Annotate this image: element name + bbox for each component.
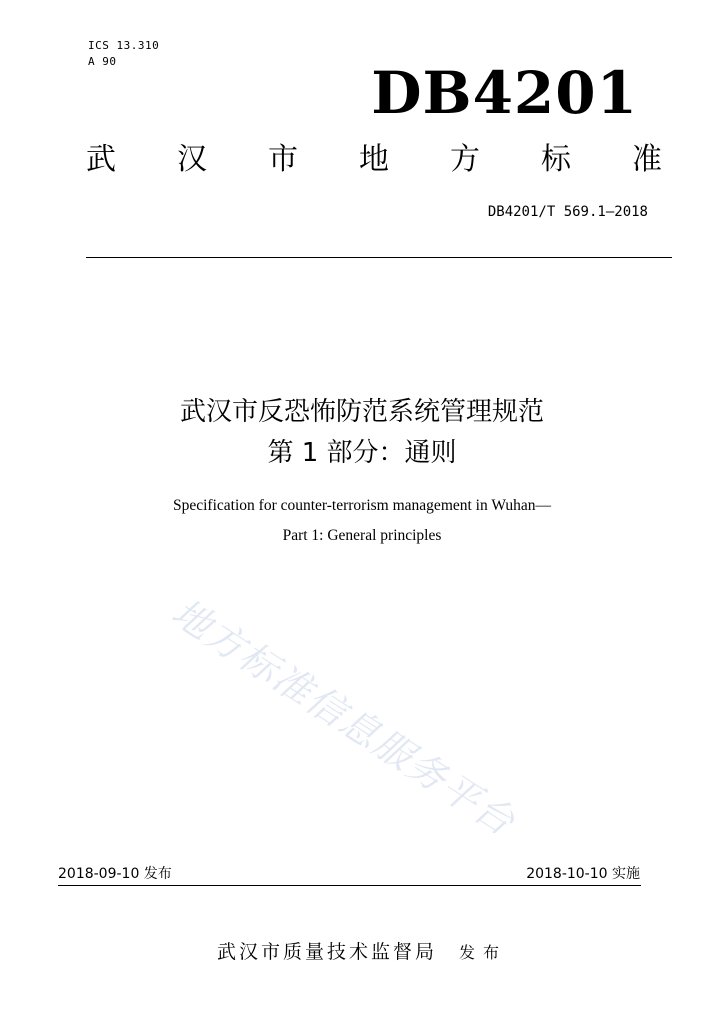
title-cn-main: 武汉市反恐怖防范系统管理规范 [179,397,544,427]
title-en-main: Specification for counter-terrorism management in Wuhan— [173,497,551,514]
issuer [0,938,724,967]
standard-type-char: 汉 [177,142,207,177]
watermark: 地方标准信息服务平台 [164,590,524,845]
standard-type-char: 标 [541,142,571,177]
standard-type-char: 武 [86,142,116,177]
implement-date: 2018-10-10 实施 [526,866,640,882]
title-en-part: Part 1: General principles [282,527,442,544]
classification-codes [88,38,159,70]
title-cn-part: 第 1 部分：通则 [267,438,457,468]
footer-divider [58,885,641,886]
ics-code: ICS 13.310 [88,39,160,52]
standard-type-char: 地 [359,142,389,177]
publish-date: 2018-09-10 发布 [58,866,172,882]
date-row [58,864,640,884]
standard-type-char: 方 [450,142,480,177]
ccs-code: A 90 [88,55,117,68]
standard-type [86,140,662,180]
issue-action: 发布 [459,943,508,962]
header-divider [86,257,672,258]
standard-code: DB4201 [371,59,638,127]
document-number: DB4201/T 569.1—2018 [487,204,648,220]
standard-type-char: 准 [632,142,662,177]
issuer-name: 武汉市质量技术监督局 [216,941,437,963]
standard-type-char: 市 [268,142,298,177]
